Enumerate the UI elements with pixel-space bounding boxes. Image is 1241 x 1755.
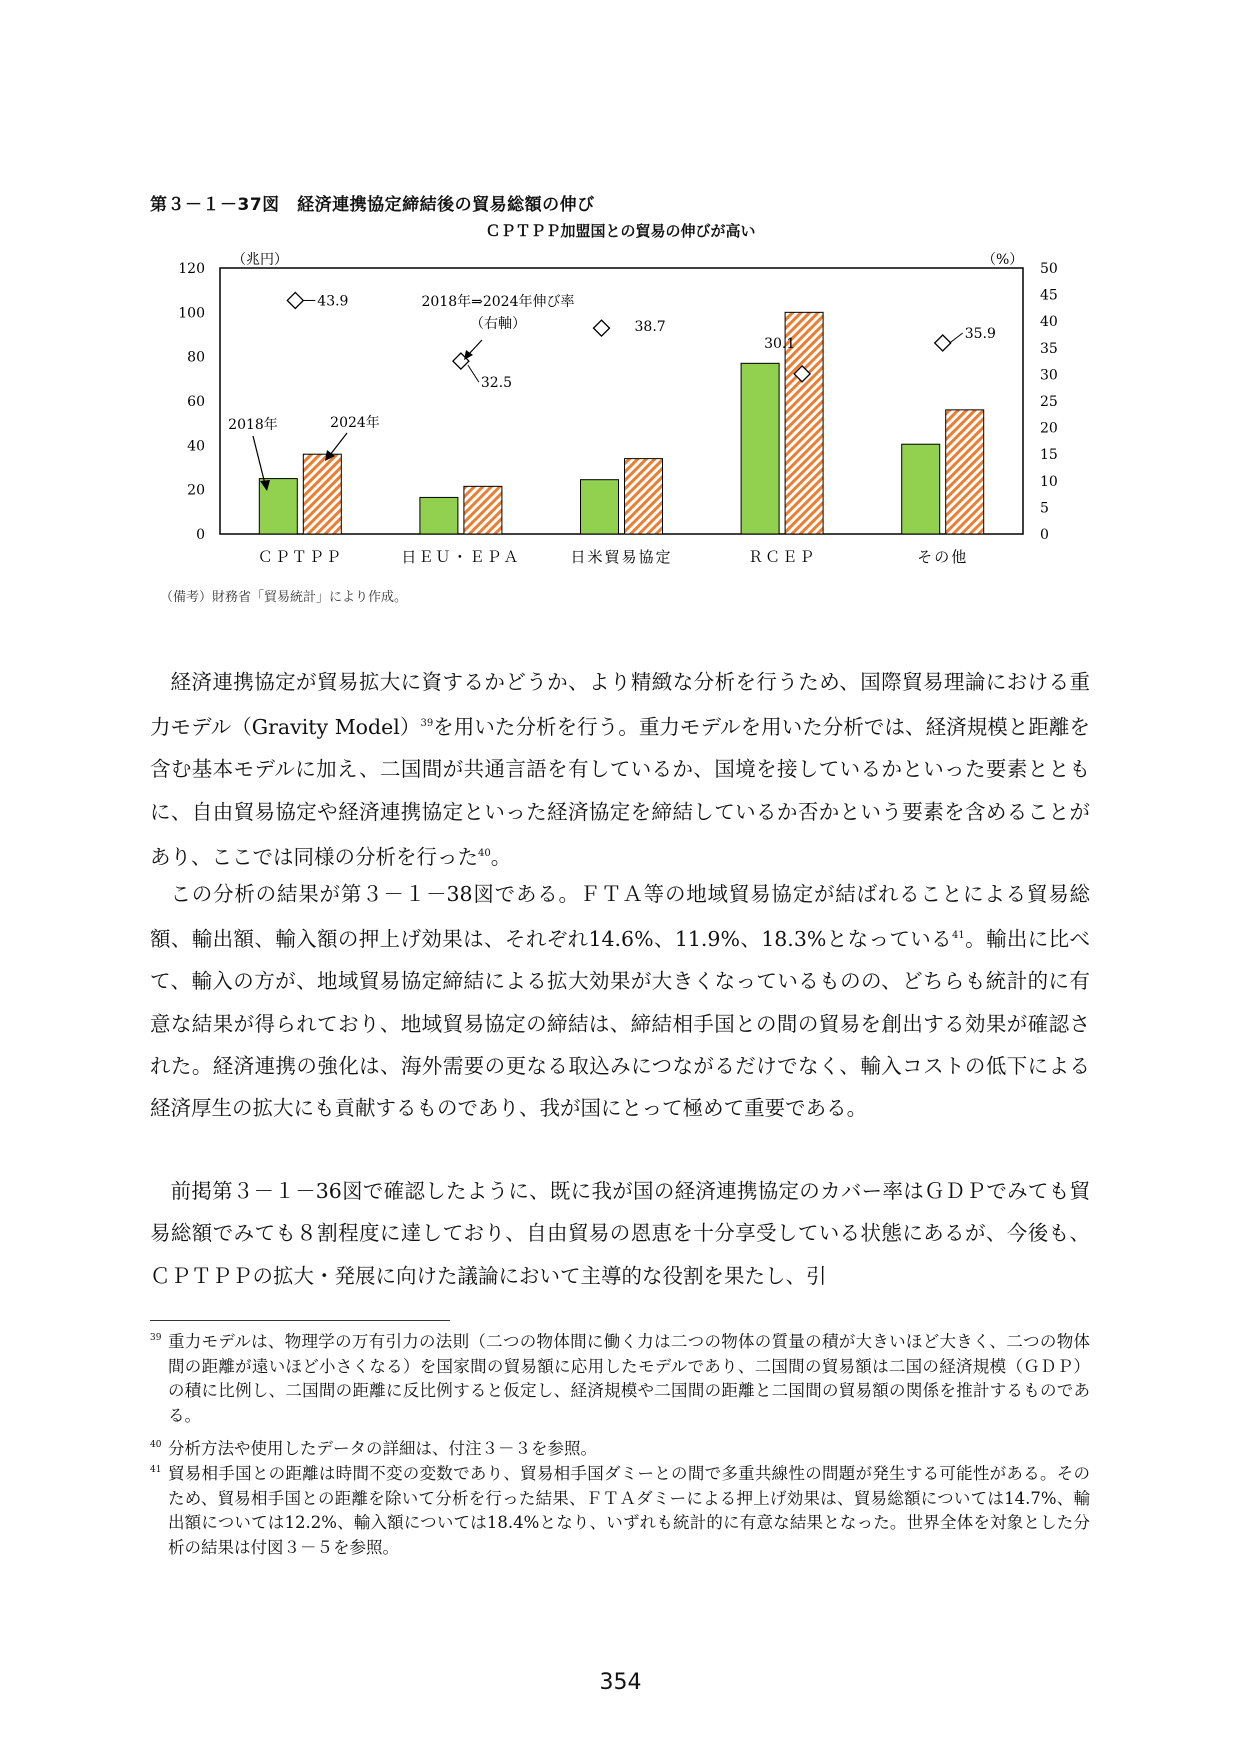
- y-right-tick-label: 5: [1040, 500, 1049, 517]
- x-tick-label: ＣＰＴＰＰ: [257, 548, 343, 566]
- footnote-text: 重力モデルは、物理学の万有引力の法則（二つの物体間に働く力は二つの物体の質量の積が大きいほど大きく、二つの物体間の距離が遠いほど小さくなる）を国家間の貿易額に応用したモデルであり、二国間の貿易額は二国の経済規模（ＧＤＰ）の積に比例し、二国間の距離に反比例すると仮定し、経済規模や二国間の距離と二国間の貿易額の関係を推計するものである。: [168, 1332, 1091, 1425]
- legend-2018-label: 2018年: [228, 417, 278, 433]
- y-right-unit: （%）: [982, 252, 1024, 268]
- y-left-tick-label: 40: [187, 438, 205, 455]
- footnote-ref-39[interactable]: 39: [420, 718, 434, 730]
- y-right-tick-label: 40: [1040, 314, 1058, 331]
- growth-rate-marker: [594, 320, 610, 336]
- footnote-text: 分析方法や使用したデータの詳細は、付注３－３を参照。: [168, 1439, 597, 1458]
- bar-2018: [741, 363, 779, 534]
- growth-rate-label: 43.9: [317, 293, 349, 310]
- bar-2024: [464, 486, 502, 534]
- figure-title: 第３－１－37図 経済連携協定締結後の貿易総額の伸び: [150, 195, 595, 215]
- footnote-text: 貿易相手国との距離は時間不変の変数であり、貿易相手国ダミーとの間で多重共線性の問題が発生する可能性がある。そのため、貿易相手国との距離を除いて分析を行った結果、ＦＴＡダミーによる押上げ効果は、貿易総額については14.7%、輸出額については12.2%、輸入額については18.4%となり、いずれも統計的に有意な結果となった。世界全体を対象とした分析の結果は付図３－５を参照。: [168, 1464, 1090, 1557]
- y-left-tick-label: 80: [187, 349, 205, 366]
- y-right-tick-label: 10: [1040, 473, 1058, 490]
- y-left-tick-label: 60: [187, 394, 205, 410]
- y-left-tick-label: 120: [178, 261, 205, 277]
- y-left-tick-label: 20: [187, 482, 205, 499]
- body-paragraph-3: 前掲第３－１－36図で確認したように、既に我が国の経済連携協定のカバー率はＧＤＰでみても貿易総額でみても８割程度に達しており、自由貿易の恩恵を十分享受している状態にあるが、今後も、ＣＰＴＰＰの拡大・発展に向けた議論において主導的な役割を果たし、引: [150, 1179, 1090, 1288]
- y-right-tick-label: 30: [1040, 367, 1058, 384]
- legend-2024-arrow: [330, 433, 347, 455]
- bar-2024: [303, 454, 341, 534]
- bar-2024: [625, 459, 663, 534]
- y-right-tick-label: 35: [1040, 340, 1058, 357]
- x-tick-label: 日ＥＵ・ＥＰＡ: [401, 548, 521, 566]
- page-number: 354: [599, 1670, 642, 1695]
- x-tick-label: 日米貿易協定: [570, 548, 673, 566]
- legend-2024-label: 2024年: [330, 415, 380, 431]
- y-right-tick-label: 25: [1040, 394, 1058, 410]
- data-label-leader: [468, 365, 479, 382]
- growth-rate-label: 30.1: [764, 335, 796, 352]
- bar-2024: [946, 410, 984, 534]
- y-left-tick-label: 100: [178, 305, 205, 322]
- footnote-number: 40: [150, 1440, 162, 1450]
- legend-2018-arrow: [253, 436, 265, 484]
- footnote-number: 41: [150, 1465, 162, 1475]
- footnote-number: 39: [150, 1333, 162, 1343]
- y-left-tick-label: 0: [196, 527, 205, 543]
- y-left-unit: （兆円）: [232, 252, 288, 268]
- x-tick-label: その他: [917, 548, 969, 566]
- x-tick-label: ＲＣＥＰ: [748, 548, 817, 566]
- y-right-tick-label: 15: [1040, 447, 1058, 464]
- figure-subtitle: ＣＰＴＰＰ加盟国との貿易の伸びが高い: [485, 222, 756, 240]
- series-annotation: 2018年⇒2024年伸び率: [421, 294, 575, 310]
- body-paragraph-1: 経済連携協定が貿易拡大に資するかどうか、より精緻な分析を行うため、国際貿易理論における重力モデル（Gravity Model）$^{39}$を用いた分析を行う。重力モデルを用いた分析では、経済規模と距離を含む基本モデルに加え、二国間が共通言語を有しているか、国境を接しているかといった要素とともに、自由貿易協定や経済連携協定といった経済協定を締結しているか否かという要素を含めることがあり、ここでは同様の分析を行った$^{40}$。: [150, 670, 1090, 869]
- data-label-leader: [950, 333, 963, 343]
- footnote-ref-41[interactable]: 41: [952, 930, 965, 942]
- body-paragraph-2: この分析の結果が第３－１－38図である。ＦＴＡ等の地域貿易協定が結ばれることによる貿易総額、輸出額、輸入額の押上げ効果は、それぞれ14.6%、11.9%、18.3%となっている$^{41}$。輸出に比べて、輸入の方が、地域貿易協定締結による拡大効果が大きくなっているものの、どちらも統計的に有意な結果が得られており、地域貿易協定の締結は、締結相手国との間の貿易を創出する効果が確認された。経済連携の強化は、海外需要の更なる取込みにつながるだけでなく、輸入コストの低下による経済厚生の拡大にも貢献するものであり、我が国にとって極めて重要である。: [150, 882, 1091, 1121]
- growth-rate-label: 32.5: [480, 375, 513, 392]
- annotation-arrow: [468, 340, 482, 355]
- growth-rate-marker: [287, 292, 303, 308]
- bar-chart: [0, 0, 1241, 580]
- y-right-tick-label: 50: [1040, 261, 1058, 277]
- footnote-40: [150, 1437, 1090, 1462]
- bar-2018: [902, 444, 940, 534]
- y-right-tick-label: 20: [1040, 420, 1058, 437]
- bar-2018: [420, 497, 458, 534]
- bar-2018: [581, 480, 619, 534]
- footnote-ref-40[interactable]: 40: [478, 848, 491, 860]
- footnote-divider: [150, 1320, 450, 1321]
- y-right-tick-label: 45: [1040, 287, 1058, 304]
- growth-rate-label: 38.7: [634, 319, 666, 336]
- y-right-tick-label: 0: [1040, 527, 1049, 543]
- growth-rate-label: 35.9: [964, 326, 996, 343]
- footnote-41: [150, 1462, 1090, 1560]
- figure-note: （備考）財務省「貿易統計」により作成。: [160, 590, 408, 605]
- footnote-39: [150, 1330, 1090, 1428]
- growth-rate-marker: [935, 335, 951, 351]
- series-annotation: （右軸）: [470, 316, 526, 332]
